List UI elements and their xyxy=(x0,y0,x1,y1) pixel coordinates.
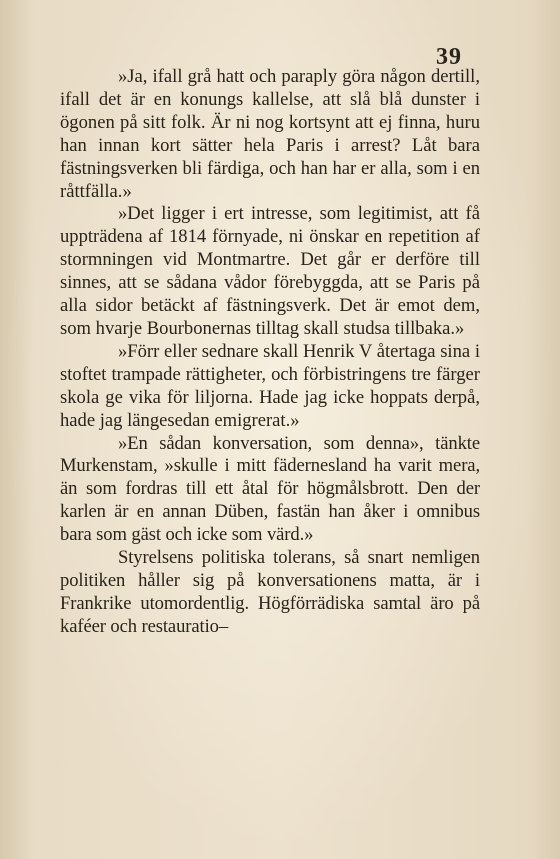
paragraph-1: »Ja, ifall grå hatt och paraply göra någon dertill, ifall det är en konungs kallelse, att slå blå dunster i ögonen på sitt folk. Är ni nog kortsynt att ej finna, huru han innan kort sätter hela Paris i arrest? Låt bara fästningsverken bli färdiga, och han har er alla, som i en råttfälla.» xyxy=(60,66,480,202)
paragraph-2: »Det ligger i ert intresse, som legitimist, att få uppträdena af 1814 förnyade, ni önskar en repetition af stormningen vid Montmartre. Det går er derföre till sinnes, att se sådana vådor förebyggda, att se Paris på alla sidor betäckt af fästningsverk. Det är emot dem, som hvarje Bourbonernas tilltag skall studsa tillbaka.» xyxy=(60,203,480,339)
page-number: 39 xyxy=(436,44,462,70)
paragraph-3: »Förr eller sednare skall Henrik V återtaga sina i stoftet trampade rättigheter, och förbistringens tre färger skola ge vika för liljorna. Hade jag icke hoppats derpå, hade jag längesedan emigrerat.» xyxy=(60,340,480,431)
body-text xyxy=(60,66,480,639)
paragraph-5: Styrelsens politiska tolerans, så snart nemligen politiken håller sig på konversationens matta, är i Frankrike utomordentlig. Högförrädiska samtal äro på kaféer och restauratio– xyxy=(60,547,480,637)
paragraph-4: »En sådan konversation, som denna», tänkte Murkenstam, »skulle i mitt fädernesland ha varit mera, än som fordras till ett åtal för högmålsbrott. Den der karlen är en annan Düben, fastän han åker i omnibus bara som gäst och icke som värd.» xyxy=(60,432,480,546)
